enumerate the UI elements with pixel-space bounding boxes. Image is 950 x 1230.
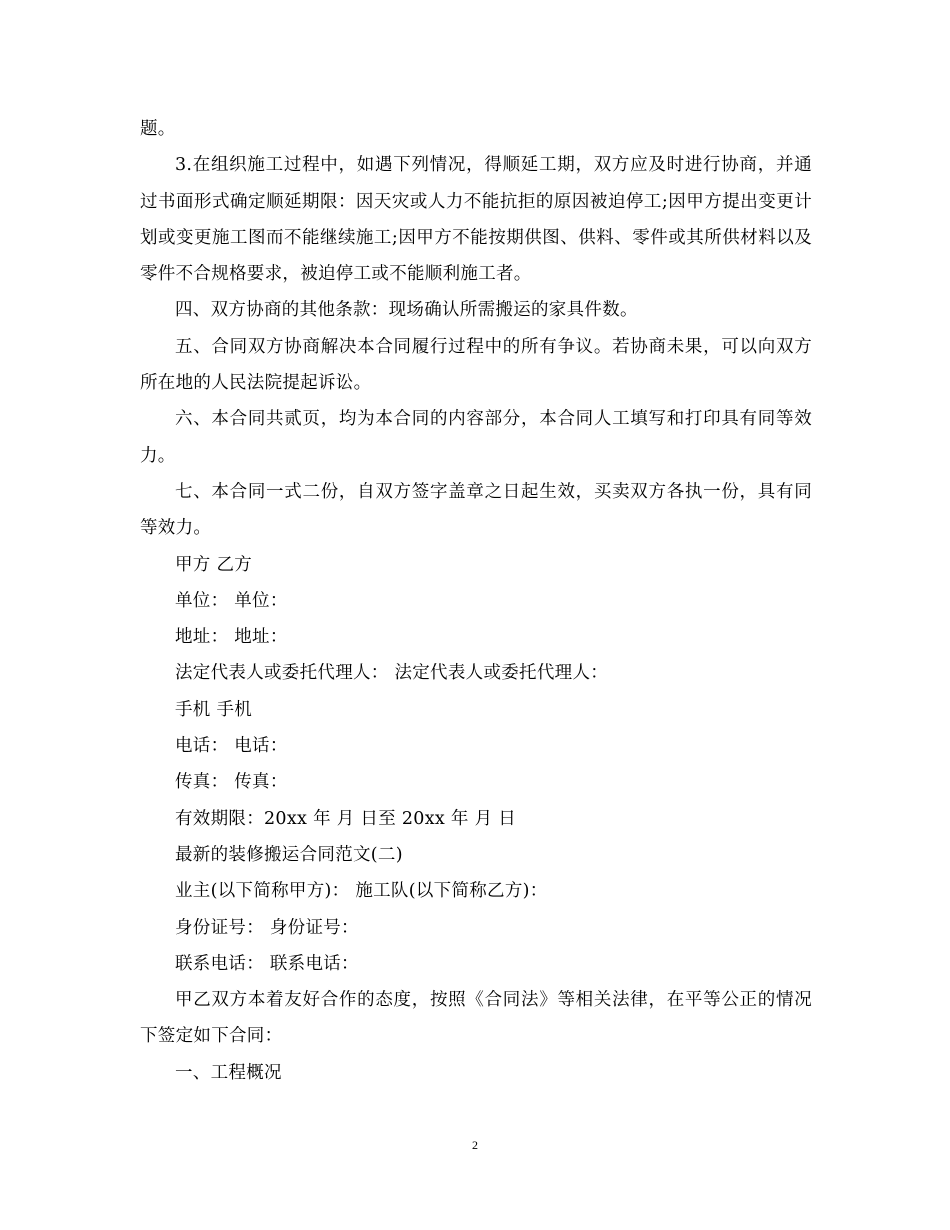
validity-period-line: 有效期限：20xx 年 月 日至 20xx 年 月 日 — [175, 808, 517, 829]
signature-address-line: 地址： 地址： — [175, 627, 288, 648]
signature-fax-line: 传真： 传真： — [175, 772, 288, 793]
signature-phone-line: 电话： 电话： — [175, 736, 288, 757]
signature-unit-line: 单位： 单位： — [175, 590, 288, 611]
signature-representative-line: 法定代表人或委托代理人： 法定代表人或委托代理人： — [175, 663, 609, 684]
contact-phone-line: 联系电话： 联系电话： — [175, 953, 359, 974]
document-body — [140, 111, 812, 1091]
paragraph-clause-3: 3.在组织施工过程中，如遇下列情况，得顺延工期，双方应及时进行协商，并通过书面形式确定顺延期限：因天灾或人力不能抗拒的原因被迫停工;因甲方提出变更计划或变更施工图而不能继续施工;因甲方不能按期供图、供料、零件或其所供材料以及零件不合规格要求，被迫停工或不能顺利施工者。 — [140, 155, 812, 285]
id-number-line: 身份证号： 身份证号： — [175, 917, 359, 938]
paragraph-continuation: 题。 — [140, 119, 176, 139]
page-number: 2 — [472, 1138, 478, 1152]
second-contract-title: 最新的装修搬运合同范文(二) — [175, 844, 403, 865]
signature-parties-line: 甲方 乙方 — [175, 554, 253, 575]
paragraph-section-6: 六、本合同共贰页，均为本合同的内容部分，本合同人工填写和打印具有同等效力。 — [140, 409, 812, 466]
paragraph-section-4: 四、双方协商的其他条款：现场确认所需搬运的家具件数。 — [175, 300, 638, 321]
paragraph-section-7: 七、本合同一式二份，自双方签字盖章之日起生效，买卖双方各执一份，具有同等效力。 — [140, 481, 812, 539]
section-heading-project-overview: 一、工程概况 — [175, 1062, 282, 1083]
parties-intro-line: 业主(以下简称甲方)： 施工队(以下简称乙方)： — [175, 881, 548, 902]
signature-mobile-line: 手机 手机 — [175, 699, 253, 720]
preamble-paragraph: 甲乙双方本着友好合作的态度，按照《合同法》等相关法律，在平等公正的情况下签定如下合同： — [140, 990, 812, 1047]
paragraph-section-5: 五、合同双方协商解决本合同履行过程中的所有争议。若协商未果，可以向双方所在地的人民法院提起诉讼。 — [140, 336, 812, 394]
